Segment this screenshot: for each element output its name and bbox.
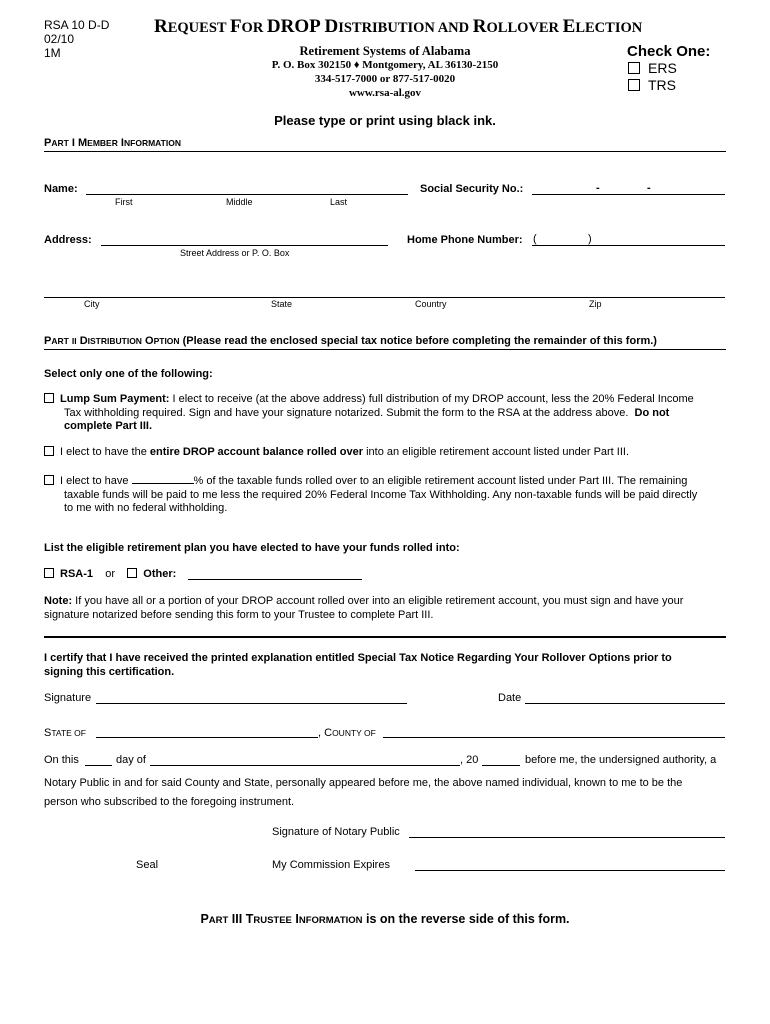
before-me-label: before me, the undersigned authority, a (525, 754, 717, 766)
form-date: 02/10 (44, 32, 75, 46)
check-ers[interactable] (628, 60, 677, 76)
part2-rule (44, 349, 726, 350)
option-lump-sum: Lump Sum Payment: I elect to receive (at the above address) full distribution of my DROP account, less the 20% Federal Income Tax withholding required. Sign and have your signature notarized. Submit the form to the RSA at the address above. Do not complete Part III. (44, 393, 726, 434)
other-label: Other: (143, 568, 177, 580)
loc-sub-city: City (84, 299, 100, 309)
phone-close-paren: ) (588, 233, 592, 245)
name-label: Name: (44, 183, 78, 195)
commission-field[interactable] (415, 870, 725, 871)
org-address: P. O. Box 302150 ♦ Montgomery, AL 36130-2150 (271, 59, 499, 71)
form-code: RSA 10 D-D (44, 18, 110, 32)
state-of-label: STATE OF (44, 727, 86, 739)
loc-sub-state: State (271, 299, 293, 309)
org-phones: 334-517-7000 or 877-517-0020 (314, 73, 456, 85)
check-one-label: Check One: (627, 43, 711, 60)
commission-label: My Commission Expires (272, 859, 390, 871)
form-quantity: 1M (44, 46, 61, 60)
org-website: www.rsa-al.gov (348, 87, 422, 99)
state-field[interactable] (96, 737, 318, 738)
notary-statement: Notary Public in and for said County and State, personally appeared before me, the above named individual, known to me to be the person who subscribed to the foregoing instrument. (44, 777, 683, 808)
loc-sub-zip: Zip (589, 299, 602, 309)
date-field[interactable] (525, 703, 725, 704)
footer-note: PART III TRUSTEE INFORMATION is on the reverse side of this form. (200, 912, 570, 926)
phone-open-paren: ( (533, 233, 537, 245)
rsa1-label: RSA-1 (60, 568, 94, 580)
option-entire-rollover: I elect to have the entire DROP account balance rolled over into an eligible retirement account listed under Part III. (44, 446, 726, 460)
name-sub-middle: Middle (226, 197, 253, 207)
day-of-label: day of (116, 754, 146, 766)
rsa1-checkbox[interactable] (44, 568, 54, 578)
notary-signature-field[interactable] (409, 837, 725, 838)
part2-heading: PART II DISTRIBUTION OPTION (Please read the enclosed special tax notice before completing the remainder of this form.) (44, 335, 657, 347)
name-field[interactable] (86, 194, 408, 195)
part1-heading: PART I MEMBER INFORMATION (44, 137, 181, 149)
address-field[interactable] (101, 245, 388, 246)
notary-signature-label: Signature of Notary Public (272, 826, 400, 838)
month-field[interactable] (150, 765, 460, 766)
ssn-separator-2: - (647, 182, 651, 194)
partial-rollover-checkbox[interactable] (44, 475, 54, 485)
form-title: REQUEST FOR DROP DISTRIBUTION AND ROLLOVER ELECTION (154, 16, 643, 37)
part1-rule (44, 151, 726, 152)
ers-label: ERS (648, 60, 677, 76)
other-checkbox[interactable] (127, 568, 137, 578)
plan-choice-row (44, 568, 176, 580)
trs-label: TRS (648, 77, 676, 93)
certify-text: I certify that I have received the printed explanation entitled Special Tax Notice Regarding Your Rollover Options prior to signing this certification. (44, 652, 672, 678)
check-trs[interactable] (628, 77, 676, 93)
signature-field[interactable] (96, 703, 407, 704)
or-label: or (105, 568, 116, 580)
year-field[interactable] (482, 765, 520, 766)
phone-label: Home Phone Number: (407, 234, 523, 246)
ers-checkbox[interactable] (628, 62, 640, 74)
date-label: Date (498, 692, 522, 704)
year-prefix: , 20 (460, 754, 479, 766)
loc-sub-country: Country (415, 299, 447, 309)
instruction: Please type or print using black ink. (274, 113, 496, 128)
on-this-label: On this (44, 754, 79, 766)
list-plan-label: List the eligible retirement plan you have elected to have your funds rolled into: (44, 542, 460, 554)
seal-label: Seal (136, 859, 159, 871)
ssn-field[interactable] (532, 194, 725, 195)
percent-field[interactable] (132, 474, 194, 484)
signature-label: Signature (44, 692, 92, 704)
location-field[interactable] (44, 297, 725, 298)
org-name: Retirement Systems of Alabama (299, 44, 471, 58)
name-sub-last: Last (330, 197, 348, 207)
other-field[interactable] (188, 579, 362, 580)
county-field[interactable] (383, 737, 725, 738)
ssn-label: Social Security No.: (420, 183, 524, 195)
entire-rollover-checkbox[interactable] (44, 446, 54, 456)
select-one-label: Select only one of the following: (44, 368, 213, 380)
lump-sum-checkbox[interactable] (44, 393, 54, 403)
trs-checkbox[interactable] (628, 79, 640, 91)
county-of-label: , COUNTY OF (318, 727, 376, 739)
day-field[interactable] (85, 765, 112, 766)
note-paragraph: Note: If you have all or a portion of your DROP account rolled over into an eligible retirement account, you must sign and have your signature notarized before sending this form to your Trustee to complete Part III. (44, 595, 684, 621)
address-label: Address: (44, 234, 92, 246)
option-partial-rollover: I elect to have % of the taxable funds rolled over to an eligible retirement account listed under Part III. The remaining taxable funds will be paid to me less the required 20% Federal Income Tax Withholding. Any non-taxable funds will be paid directly to me with no federal withholding. (44, 474, 726, 516)
certify-rule (44, 636, 726, 638)
form-code-block (44, 18, 109, 60)
name-sub-first: First (115, 197, 133, 207)
phone-field[interactable] (532, 245, 725, 246)
ssn-separator-1: - (596, 182, 600, 194)
address-sub: Street Address or P. O. Box (180, 248, 290, 258)
